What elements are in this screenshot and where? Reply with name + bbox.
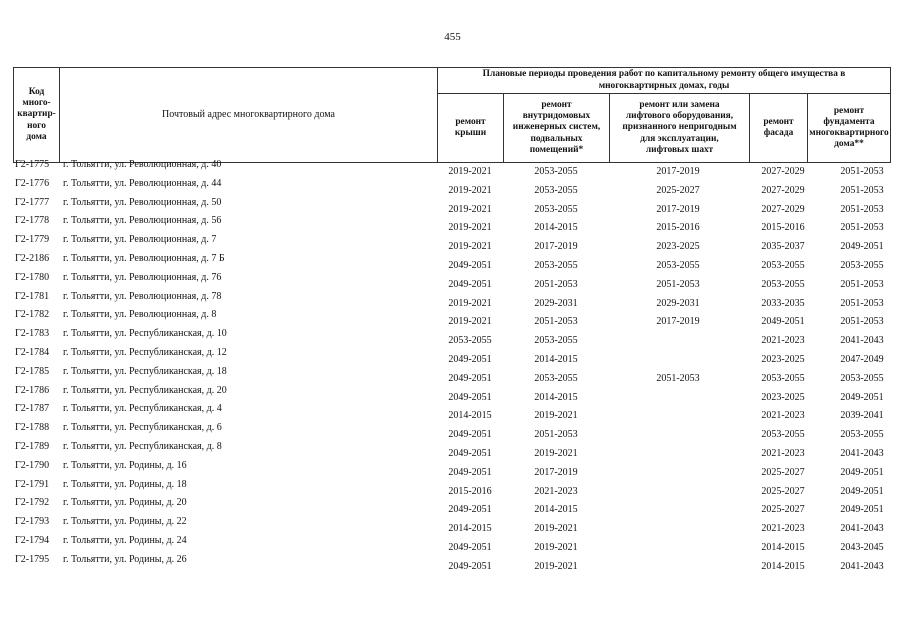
table-row: [0, 401, 905, 420]
facade-period: 2025-2027: [761, 466, 805, 478]
roof-period: 2049-2051: [448, 542, 492, 553]
table-row: [0, 364, 905, 383]
postal-address: г. Тольятти, ул. Родины, д. 20: [63, 497, 187, 509]
postal-address: г. Тольятти, ул. Родины, д. 26: [63, 553, 187, 565]
facade-period: 2023-2025: [761, 354, 805, 365]
postal-address: г. Тольятти, ул. Республиканская, д. 18: [63, 365, 227, 377]
table-row: [0, 458, 905, 477]
foundation-period: 2043-2045: [840, 542, 884, 553]
postal-address: г. Тольятти, ул. Республиканская, д. 20: [63, 384, 227, 396]
postal-address: г. Тольятти, ул. Родины, д. 24: [63, 535, 187, 546]
systems-period: 2051-2053: [534, 316, 578, 328]
house-code: Г2-1775: [15, 159, 50, 170]
house-code: Г2-1777: [15, 196, 50, 208]
lift-period: 2023-2025: [656, 241, 700, 253]
systems-period: 2051-2053: [534, 429, 578, 441]
lift-period: 2051-2053: [656, 278, 700, 290]
header-periods-title: Плановые периоды проведения работ по капитальному ремонту общего имущества в многоквартирных домах, годы: [482, 69, 846, 91]
roof-period: 2019-2021: [448, 166, 492, 177]
systems-period: 2051-2053: [534, 278, 578, 290]
lift-period: 2029-2031: [656, 297, 700, 309]
house-code: Г2-1780: [15, 271, 50, 283]
facade-period: 2021-2023: [761, 523, 805, 535]
systems-period: 2019-2021: [534, 448, 578, 459]
roof-period: 2049-2051: [448, 391, 492, 403]
facade-period: 2021-2023: [761, 448, 805, 459]
house-code: Г2-1788: [15, 422, 50, 434]
foundation-period: 2051-2053: [840, 166, 884, 177]
header-code: Код много- квартир- ного дома: [17, 86, 56, 142]
roof-period: 2014-2015: [448, 410, 492, 422]
facade-period: 2025-2027: [761, 504, 805, 516]
systems-period: 2014-2015: [534, 354, 578, 365]
systems-period: 2029-2031: [534, 297, 578, 309]
lift-period: 2025-2027: [656, 184, 700, 196]
roof-period: 2019-2021: [448, 241, 492, 253]
house-code: Г2-1784: [15, 347, 50, 358]
facade-period: 2053-2055: [761, 429, 805, 441]
header-foundation: ремонт фундамента многоквартирного дома**: [809, 105, 889, 150]
house-code: Г2-1795: [15, 553, 50, 565]
postal-address: г. Тольятти, ул. Родины, д. 22: [63, 516, 187, 528]
lift-period: 2053-2055: [656, 260, 700, 271]
house-code: Г2-1786: [15, 384, 50, 396]
postal-address: г. Тольятти, ул. Революционная, д. 56: [63, 215, 222, 227]
roof-period: 2049-2051: [448, 560, 492, 572]
table-row: [0, 383, 905, 402]
roof-period: 2019-2021: [448, 184, 492, 196]
roof-period: 2049-2051: [448, 372, 492, 384]
postal-address: г. Тольятти, ул. Родины, д. 18: [63, 478, 187, 490]
table-header: [13, 67, 891, 163]
house-code: Г2-1778: [15, 215, 50, 227]
systems-period: 2053-2055: [534, 166, 578, 177]
foundation-period: 2049-2051: [840, 485, 884, 497]
foundation-period: 2049-2051: [840, 466, 884, 478]
roof-period: 2049-2051: [448, 504, 492, 516]
foundation-period: 2051-2053: [840, 222, 884, 234]
table-row: [0, 477, 905, 496]
house-code: Г2-1793: [15, 516, 50, 528]
lift-period: 2017-2019: [656, 166, 700, 177]
table-row: [0, 533, 905, 552]
lift-period: 2051-2053: [656, 372, 700, 384]
table-row: [0, 251, 905, 270]
table-row: [0, 176, 905, 195]
table-row: [0, 289, 905, 308]
facade-period: 2035-2037: [761, 241, 805, 253]
house-code: Г2-1789: [15, 441, 50, 452]
facade-period: 2053-2055: [761, 260, 805, 271]
table-row: [0, 307, 905, 326]
house-code: Г2-2186: [15, 253, 50, 264]
house-code: Г2-1781: [15, 290, 50, 302]
header-roof: ремонт крыши: [454, 116, 487, 138]
header-address: Почтовый адрес многоквартирного дома: [162, 109, 335, 121]
systems-period: 2014-2015: [534, 391, 578, 403]
lift-period: 2017-2019: [656, 203, 700, 215]
foundation-period: 2049-2051: [840, 504, 884, 516]
facade-period: 2025-2027: [761, 485, 805, 497]
foundation-period: 2041-2043: [840, 560, 884, 572]
postal-address: г. Тольятти, ул. Революционная, д. 7: [63, 234, 217, 246]
table-row: [0, 232, 905, 251]
foundation-period: 2041-2043: [840, 335, 884, 347]
foundation-period: 2041-2043: [840, 523, 884, 535]
house-code: Г2-1791: [15, 478, 50, 490]
table-row: [0, 495, 905, 514]
facade-period: 2027-2029: [761, 203, 805, 215]
systems-period: 2017-2019: [534, 466, 578, 478]
header-facade: ремонт фасада: [763, 116, 794, 138]
facade-period: 2015-2016: [761, 222, 805, 234]
house-code: Г2-1779: [15, 234, 50, 246]
foundation-period: 2051-2053: [840, 203, 884, 215]
foundation-period: 2053-2055: [840, 260, 884, 271]
postal-address: г. Тольятти, ул. Революционная, д. 78: [63, 290, 222, 302]
foundation-period: 2047-2049: [840, 354, 884, 365]
house-code: Г2-1787: [15, 403, 50, 415]
foundation-period: 2051-2053: [840, 316, 884, 328]
roof-period: 2019-2021: [448, 203, 492, 215]
roof-period: 2019-2021: [448, 297, 492, 309]
systems-period: 2053-2055: [534, 203, 578, 215]
postal-address: г. Тольятти, ул. Революционная, д. 7 Б: [63, 253, 225, 264]
facade-period: 2053-2055: [761, 372, 805, 384]
foundation-period: 2039-2041: [840, 410, 884, 422]
foundation-period: 2041-2043: [840, 448, 884, 459]
postal-address: г. Тольятти, ул. Революционная, д. 40: [63, 159, 222, 170]
roof-period: 2049-2051: [448, 429, 492, 441]
postal-address: г. Тольятти, ул. Революционная, д. 50: [63, 196, 222, 208]
lift-period: 2015-2016: [656, 222, 700, 234]
roof-period: 2019-2021: [448, 222, 492, 234]
systems-period: 2053-2055: [534, 184, 578, 196]
table-row: [0, 213, 905, 232]
systems-period: 2019-2021: [534, 523, 578, 535]
postal-address: г. Тольятти, ул. Родины, д. 16: [63, 459, 187, 471]
postal-address: г. Тольятти, ул. Революционная, д. 76: [63, 271, 222, 283]
roof-period: 2015-2016: [448, 485, 492, 497]
table-row: [0, 552, 905, 571]
roof-period: 2049-2051: [448, 278, 492, 290]
postal-address: г. Тольятти, ул. Республиканская, д. 12: [63, 347, 227, 358]
postal-address: г. Тольятти, ул. Революционная, д. 44: [63, 177, 222, 189]
table-row: [0, 270, 905, 289]
roof-period: 2049-2051: [448, 260, 492, 271]
facade-period: 2027-2029: [761, 166, 805, 177]
header-lift: ремонт или замена лифтового оборудования, признанного непригодным для эксплуатации, лифтовых шахт: [622, 99, 737, 155]
systems-period: 2019-2021: [534, 410, 578, 422]
foundation-period: 2053-2055: [840, 372, 884, 384]
roof-period: 2049-2051: [448, 448, 492, 459]
header-systems: ремонт внутридомовых инженерных систем, подвальных помещений*: [512, 99, 601, 155]
facade-period: 2053-2055: [761, 278, 805, 290]
table-row: [0, 439, 905, 458]
systems-period: 2019-2021: [534, 542, 578, 553]
postal-address: г. Тольятти, ул. Республиканская, д. 10: [63, 328, 227, 340]
facade-period: 2014-2015: [761, 560, 805, 572]
foundation-period: 2049-2051: [840, 241, 884, 253]
systems-period: 2053-2055: [534, 260, 578, 271]
systems-period: 2021-2023: [534, 485, 578, 497]
systems-period: 2017-2019: [534, 241, 578, 253]
table-row: [0, 157, 905, 176]
table-row: [0, 420, 905, 439]
foundation-period: 2049-2051: [840, 391, 884, 403]
facade-period: 2027-2029: [761, 184, 805, 196]
foundation-period: 2051-2053: [840, 184, 884, 196]
page-number: 455: [444, 31, 461, 43]
foundation-period: 2051-2053: [840, 297, 884, 309]
facade-period: 2021-2023: [761, 335, 805, 347]
house-code: Г2-1790: [15, 459, 50, 471]
table-row: [0, 195, 905, 214]
foundation-period: 2051-2053: [840, 278, 884, 290]
postal-address: г. Тольятти, ул. Республиканская, д. 6: [63, 422, 222, 434]
postal-address: г. Тольятти, ул. Республиканская, д. 8: [63, 441, 222, 452]
facade-period: 2014-2015: [761, 542, 805, 553]
house-code: Г2-1776: [15, 177, 50, 189]
table-row: [0, 514, 905, 533]
facade-period: 2021-2023: [761, 410, 805, 422]
table-row: [0, 345, 905, 364]
house-code: Г2-1792: [15, 497, 50, 509]
systems-period: 2014-2015: [534, 222, 578, 234]
house-code: Г2-1782: [15, 309, 50, 321]
lift-period: 2017-2019: [656, 316, 700, 328]
postal-address: г. Тольятти, ул. Революционная, д. 8: [63, 309, 217, 321]
roof-period: 2019-2021: [448, 316, 492, 328]
systems-period: 2053-2055: [534, 372, 578, 384]
house-code: Г2-1783: [15, 328, 50, 340]
facade-period: 2023-2025: [761, 391, 805, 403]
systems-period: 2053-2055: [534, 335, 578, 347]
house-code: Г2-1785: [15, 365, 50, 377]
systems-period: 2014-2015: [534, 504, 578, 516]
postal-address: г. Тольятти, ул. Республиканская, д. 4: [63, 403, 222, 415]
facade-period: 2049-2051: [761, 316, 805, 328]
facade-period: 2033-2035: [761, 297, 805, 309]
house-code: Г2-1794: [15, 535, 50, 546]
roof-period: 2053-2055: [448, 335, 492, 347]
table-row: [0, 326, 905, 345]
systems-period: 2019-2021: [534, 560, 578, 572]
roof-period: 2014-2015: [448, 523, 492, 535]
roof-period: 2049-2051: [448, 466, 492, 478]
foundation-period: 2053-2055: [840, 429, 884, 441]
roof-period: 2049-2051: [448, 354, 492, 365]
